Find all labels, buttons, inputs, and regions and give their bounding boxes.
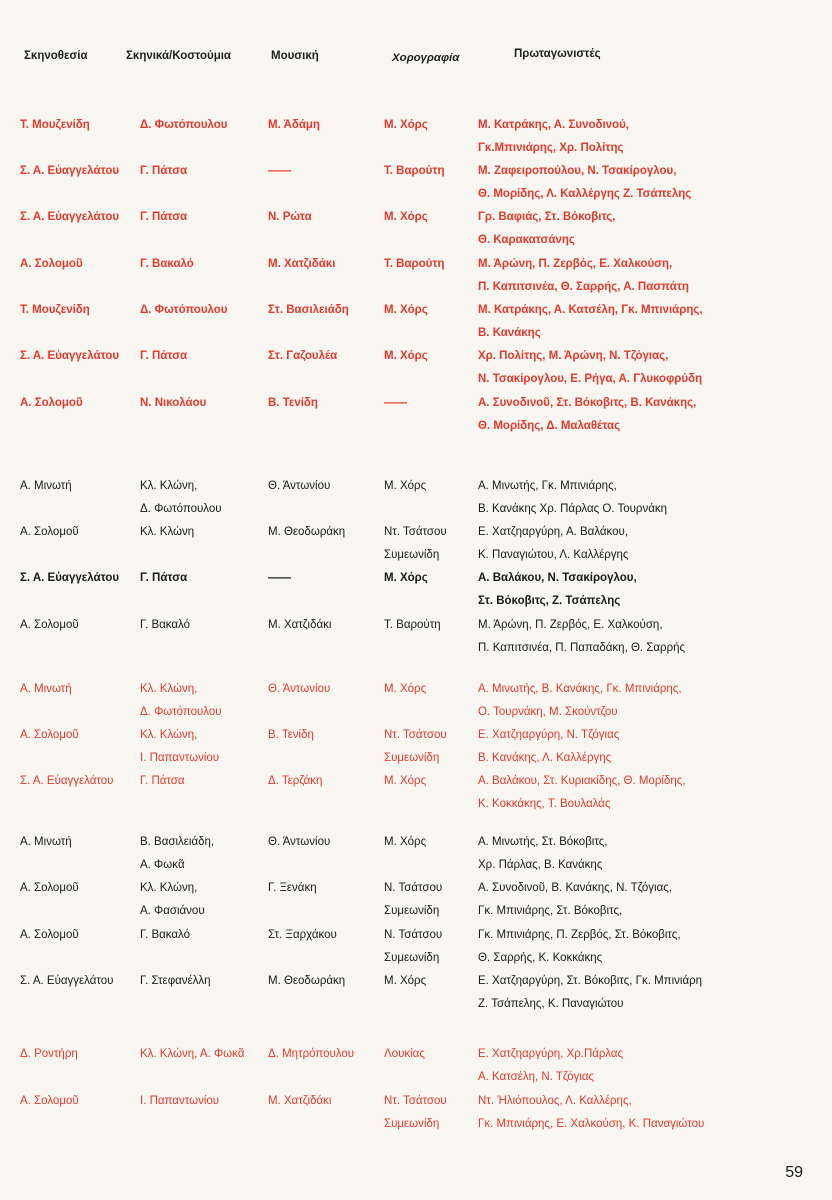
music-cell — [268, 118, 320, 141]
music-cell-line: Γ. Ξενάκη — [268, 882, 317, 894]
choreography-cell — [384, 396, 407, 419]
choreography-cell — [384, 118, 428, 141]
music-cell — [268, 618, 331, 641]
choreography-cell-line: Μ. Χόρς — [384, 480, 427, 492]
header-sets-costumes: Σκηνικά/Κοστούμια — [126, 50, 231, 62]
choreography-cell-line: Μ. Χόρς — [384, 350, 428, 362]
choreography-cell-line: Μ. Χόρς — [384, 119, 428, 131]
leads-cell-line: Κ. Παναγιώτου, Λ. Καλλέργης — [478, 549, 629, 561]
music-cell-line: Μ. Άδάμη — [268, 119, 320, 131]
sets-cell — [140, 728, 219, 774]
music-cell-line: Στ. Ξαρχάκου — [268, 929, 337, 941]
director-cell — [20, 682, 72, 705]
music-cell-line: Θ. Άντωνίου — [268, 480, 331, 492]
leads-cell-line: Α. Μινωτής, Στ. Βόκοβιτς, — [478, 836, 608, 848]
director-cell — [20, 728, 79, 751]
page-number: 59 — [785, 1164, 803, 1181]
header-music: Μουσική — [271, 50, 319, 62]
choreography-cell — [384, 682, 426, 705]
music-cell — [268, 728, 314, 751]
director-cell — [20, 257, 83, 280]
choreography-cell — [384, 349, 428, 372]
director-cell-line: Α. Σολομοῦ — [20, 619, 79, 631]
director-cell — [20, 396, 83, 419]
leads-cell — [478, 571, 828, 617]
music-cell — [268, 396, 318, 419]
music-cell — [268, 881, 317, 904]
header-director: Σκηνοθεσία — [24, 50, 88, 62]
music-cell-line: Μ. Χατζιδάκι — [268, 1095, 332, 1107]
sets-cell-line: Γ. Βακαλό — [140, 929, 191, 941]
sets-cell — [140, 525, 194, 548]
director-cell-line: Σ. Α. Εὐαγγελάτου — [20, 211, 120, 223]
sets-cell-line: Α. Φωκᾶ — [140, 859, 185, 871]
director-cell-line: Α. Σολομοῦ — [20, 258, 83, 270]
sets-cell-line: Κλ. Κλώνη, Α. Φωκᾶ — [140, 1048, 245, 1060]
director-cell — [20, 1047, 78, 1070]
sets-cell — [140, 349, 187, 372]
director-cell — [20, 164, 119, 187]
music-cell — [268, 349, 337, 372]
director-cell-line: Σ. Α. Εὐαγγελάτου — [20, 350, 120, 362]
director-cell-line: Α. Σολομοῦ — [20, 397, 83, 409]
leads-cell-line: Γκ. Μπινιάρης, Στ. Βόκοβιτς, — [478, 905, 623, 917]
choreography-cell — [384, 257, 445, 280]
sets-cell-line: Ι. Παπαντωνίου — [140, 1095, 220, 1107]
sets-cell — [140, 618, 190, 641]
sets-cell — [140, 1094, 219, 1117]
leads-cell — [478, 303, 828, 349]
choreography-cell-line: Μ. Χόρς — [384, 304, 428, 316]
leads-cell — [478, 928, 828, 974]
director-cell — [20, 1094, 79, 1117]
leads-cell — [478, 118, 828, 164]
choreography-cell-line: Συμεωνίδη — [384, 549, 440, 561]
music-cell — [268, 257, 335, 280]
choreography-cell — [384, 210, 428, 233]
leads-cell-line: Στ. Βόκοβιτς, Ζ. Τσάπελης — [478, 595, 621, 607]
leads-cell — [478, 881, 828, 927]
sets-cell-line: Δ. Φωτόπουλου — [140, 503, 222, 515]
leads-cell-line: Μ. Άρώνη, Π. Ζερβός, Ε. Χαλκούση, — [478, 619, 663, 631]
leads-cell — [478, 210, 828, 256]
sets-cell-line: Δ. Φωτόπουλου — [140, 119, 228, 131]
music-cell — [268, 928, 337, 951]
leads-cell-line: Κ. Κοκκάκης, Τ. Βουλαλάς — [478, 798, 611, 810]
header-choreography: Χορογραφία — [392, 52, 460, 64]
sets-cell — [140, 881, 205, 927]
leads-cell-line: Θ. Μορίδης, Λ. Καλλέργης Ζ. Τσάπελης — [478, 188, 692, 200]
leads-cell-line: Β. Κανάκης Χρ. Πάρλας Ο. Τουρνάκη — [478, 503, 668, 515]
director-cell — [20, 774, 113, 797]
leads-cell — [478, 774, 828, 820]
sets-cell — [140, 210, 187, 233]
choreography-cell — [384, 728, 447, 774]
music-cell-line: —— — [268, 165, 291, 177]
sets-cell — [140, 928, 190, 951]
choreography-cell-line: Τ. Βαρούτη — [384, 619, 441, 631]
choreography-cell — [384, 928, 442, 974]
leads-cell-line: Α. Κατσέλη, Ν. Τζόγιας — [478, 1071, 595, 1083]
choreography-cell — [384, 571, 428, 594]
leads-cell — [478, 349, 828, 395]
director-cell-line: Σ. Α. Εὐαγγελάτου — [20, 165, 120, 177]
director-cell — [20, 618, 79, 641]
sets-cell-line: Δ. Φωτόπουλου — [140, 706, 222, 718]
director-cell-line: Α. Μινωτή — [20, 480, 72, 492]
choreography-cell — [384, 1094, 447, 1140]
sets-cell — [140, 571, 187, 594]
leads-cell-line: Ζ. Τσάπελης, Κ. Παναγιώτου — [478, 998, 624, 1010]
leads-cell-line: Χρ. Πάρλας, Β. Κανάκης — [478, 859, 603, 871]
music-cell — [268, 479, 330, 502]
leads-cell-line: Ε. Χατζηαργύρη, Ν. Τζόγιας — [478, 729, 620, 741]
sets-cell — [140, 682, 222, 728]
leads-cell — [478, 1094, 828, 1140]
choreography-cell — [384, 525, 447, 571]
music-cell-line: Δ. Τερζάκη — [268, 775, 323, 787]
leads-cell-line: Γκ.Μπινιάρης, Χρ. Πολίτης — [478, 142, 624, 154]
leads-cell — [478, 682, 828, 728]
leads-cell — [478, 525, 828, 571]
leads-cell-line: Μ. Κατράκης, Α. Κατσέλη, Γκ. Μπινιάρης, — [478, 304, 703, 316]
leads-cell-line: Γρ. Βαφιάς, Στ. Βόκοβιτς, — [478, 211, 616, 223]
choreography-cell-line: Μ. Χόρς — [384, 775, 427, 787]
sets-cell — [140, 835, 214, 881]
music-cell-line: Θ. Άντωνίου — [268, 836, 331, 848]
music-cell — [268, 1094, 331, 1117]
choreography-cell-line: Μ. Χόρς — [384, 211, 428, 223]
director-cell — [20, 571, 119, 594]
choreography-cell-line: Τ. Βαρούτη — [384, 258, 445, 270]
choreography-cell — [384, 164, 445, 187]
header-leads: Πρωταγωνιστές — [514, 48, 601, 60]
leads-cell-line: Ντ. Ήλιόπουλος, Λ. Καλλέρης, — [478, 1095, 632, 1107]
choreography-cell-line: Ντ. Τσάτσου — [384, 1095, 447, 1107]
leads-cell — [478, 1047, 828, 1093]
music-cell — [268, 525, 345, 548]
leads-cell-line: Ε. Χατζηαργύρη, Χρ.Πάρλας — [478, 1048, 624, 1060]
director-cell-line: Σ. Α. Εὐαγγελάτου — [20, 572, 120, 584]
sets-cell-line: Κλ. Κλώνη, — [140, 683, 198, 695]
music-cell-line: Μ. Θεοδωράκη — [268, 526, 346, 538]
music-cell-line: Θ. Άντωνίου — [268, 683, 331, 695]
choreography-cell — [384, 835, 426, 858]
leads-cell-line: Α. Συνοδινοῦ, Στ. Βόκοβιτς, Β. Κανάκης, — [478, 397, 697, 409]
music-cell-line: Μ. Χατζιδάκι — [268, 619, 332, 631]
director-cell-line: Α. Σολομοῦ — [20, 729, 79, 741]
choreography-cell-line: Ντ. Τσάτσου — [384, 729, 447, 741]
leads-cell-line: Χρ. Πολίτης, Μ. Άρώνη, Ν. Τζόγιας, — [478, 350, 669, 362]
sets-cell — [140, 974, 211, 997]
leads-cell — [478, 396, 828, 442]
director-cell-line: Τ. Μουζενίδη — [20, 304, 90, 316]
director-cell-line: Α. Σολομοῦ — [20, 1095, 79, 1107]
director-cell-line: Δ. Ροντήρη — [20, 1048, 78, 1060]
music-cell-line: Στ. Βασιλειάδη — [268, 304, 349, 316]
director-cell — [20, 881, 79, 904]
sets-cell — [140, 396, 206, 419]
choreography-cell-line: Μ. Χόρς — [384, 683, 427, 695]
music-cell-line: —— — [268, 572, 291, 584]
director-cell-line: Σ. Α. Εὐαγγελάτου — [20, 775, 114, 787]
leads-cell-line: Π. Καπιτσινέα, Π. Παπαδάκη, Θ. Σαρρής — [478, 642, 686, 654]
choreography-cell — [384, 618, 441, 641]
choreography-cell-line: Ν. Τσάτσου — [384, 929, 443, 941]
leads-cell-line: Ε. Χατζηαργύρη, Α. Βαλάκου, — [478, 526, 629, 538]
choreography-cell-line: Συμεωνίδη — [384, 905, 440, 917]
music-cell-line: Β. Τενίδη — [268, 397, 318, 409]
sets-cell-line: Γ. Πάτσα — [140, 211, 188, 223]
director-cell-line: Α. Σολομοῦ — [20, 882, 79, 894]
choreography-cell-line: —— — [384, 397, 407, 409]
director-cell — [20, 835, 72, 858]
choreography-cell-line: Μ. Χόρς — [384, 572, 428, 584]
music-cell — [268, 164, 291, 187]
sets-cell-line: Ι. Παπαντωνίου — [140, 752, 220, 764]
sets-cell-line: Γ. Πάτσα — [140, 775, 185, 787]
director-cell — [20, 525, 79, 548]
leads-cell-line: Ε. Χατζηαργύρη, Στ. Βόκοβιτς, Γκ. Μπινιάρη — [478, 975, 703, 987]
director-cell-line: Α. Σολομοῦ — [20, 526, 79, 538]
sets-cell — [140, 303, 228, 326]
sets-cell-line: Γ. Πάτσα — [140, 165, 188, 177]
music-cell-line: Μ. Χατζιδάκι — [268, 258, 336, 270]
sets-cell — [140, 1047, 245, 1070]
music-cell — [268, 303, 349, 326]
director-cell — [20, 118, 90, 141]
leads-cell-line: Α. Βαλάκου, Στ. Κυριακίδης, Θ. Μορίδης, — [478, 775, 686, 787]
director-cell — [20, 974, 113, 997]
music-cell — [268, 210, 312, 233]
leads-cell-line: Μ. Ζαφειροπούλου, Ν. Τσακίρογλου, — [478, 165, 677, 177]
choreography-cell — [384, 974, 426, 997]
leads-cell-line: Μ. Κατράκης, Α. Συνοδινού, — [478, 119, 629, 131]
leads-cell — [478, 479, 828, 525]
director-cell — [20, 479, 72, 502]
director-cell — [20, 210, 119, 233]
choreography-cell-line: Συμεωνίδη — [384, 752, 440, 764]
music-cell — [268, 682, 330, 705]
choreography-cell-line: Τ. Βαρούτη — [384, 165, 445, 177]
leads-cell-line: Α. Μινωτής, Β. Κανάκης, Γκ. Μπινιάρης, — [478, 683, 682, 695]
choreography-cell-line: Λουκίας — [384, 1048, 425, 1060]
sets-cell-line: Γ. Πάτσα — [140, 350, 188, 362]
sets-cell-line: Α. Φασιάνου — [140, 905, 205, 917]
sets-cell-line: Γ. Βακαλό — [140, 258, 194, 270]
sets-cell-line: Κλ. Κλώνη, — [140, 882, 198, 894]
leads-cell-line: Β. Κανάκης, Λ. Καλλέργης — [478, 752, 612, 764]
leads-cell-line: Ο. Τουρνάκη, Μ. Σκούντζου — [478, 706, 618, 718]
music-cell — [268, 974, 345, 997]
music-cell-line: Μ. Θεοδωράκη — [268, 975, 346, 987]
sets-cell — [140, 118, 228, 141]
choreography-cell — [384, 303, 428, 326]
choreography-cell-line: Μ. Χόρς — [384, 836, 427, 848]
leads-cell-line: Γκ. Μπινιάρης, Ε. Χαλκούση, Κ. Παναγιώτου — [478, 1118, 705, 1130]
choreography-cell — [384, 774, 426, 797]
leads-cell-line: Β. Κανάκης — [478, 327, 541, 339]
director-cell — [20, 349, 119, 372]
music-cell — [268, 774, 322, 797]
director-cell — [20, 928, 79, 951]
leads-cell-line: Ν. Τσακίρογλου, Ε. Ρήγα, Α. Γλυκοφρύδη — [478, 373, 703, 385]
leads-cell — [478, 257, 828, 303]
choreography-cell-line: Συμεωνίδη — [384, 1118, 440, 1130]
sets-cell-line: Κλ. Κλώνη, — [140, 480, 198, 492]
music-cell — [268, 1047, 354, 1070]
sets-cell-line: Γ. Βακαλό — [140, 619, 191, 631]
director-cell-line: Α. Μινωτή — [20, 836, 72, 848]
director-cell-line: Σ. Α. Εὐαγγελάτου — [20, 975, 114, 987]
leads-cell-line: Μ. Άρώνη, Π. Ζερβός, Ε. Χαλκούση, — [478, 258, 673, 270]
sets-cell-line: Β. Βασιλειάδη, — [140, 836, 215, 848]
leads-cell — [478, 835, 828, 881]
sets-cell-line: Γ. Πάτσα — [140, 572, 188, 584]
choreography-cell-line: Συμεωνίδη — [384, 952, 440, 964]
leads-cell-line: Α. Βαλάκου, Ν. Τσακίρογλου, — [478, 572, 637, 584]
sets-cell-line: Δ. Φωτόπουλου — [140, 304, 228, 316]
leads-cell-line: Θ. Σαρρής, Κ. Κοκκάκης — [478, 952, 603, 964]
director-cell-line: Τ. Μουζενίδη — [20, 119, 90, 131]
music-cell-line: Β. Τενίδη — [268, 729, 314, 741]
sets-cell-line: Ν. Νικολάου — [140, 397, 207, 409]
leads-cell-line: Θ. Μορίδης, Δ. Μαλαθέτας — [478, 420, 621, 432]
leads-cell — [478, 164, 828, 210]
sets-cell-line: Κλ. Κλώνη, — [140, 729, 198, 741]
leads-cell-line: Α. Μινωτής, Γκ. Μπινιάρης, — [478, 480, 617, 492]
director-cell — [20, 303, 90, 326]
leads-cell — [478, 974, 828, 1020]
music-cell-line: Δ. Μητρόπουλου — [268, 1048, 355, 1060]
sets-cell-line: Γ. Στεφανέλλη — [140, 975, 211, 987]
leads-cell — [478, 618, 828, 664]
choreography-cell — [384, 881, 442, 927]
leads-cell — [478, 728, 828, 774]
leads-cell-line: Α. Συνοδινοῦ, Β. Κανάκης, Ν. Τζόγιας, — [478, 882, 673, 894]
music-cell-line: Στ. Γαζουλέα — [268, 350, 338, 362]
choreography-cell — [384, 1047, 425, 1070]
choreography-cell — [384, 479, 426, 502]
leads-cell-line: Θ. Καρακατσάνης — [478, 234, 575, 246]
sets-cell — [140, 774, 185, 797]
leads-cell-line: Π. Καπιτσινέα, Θ. Σαρρής, Α. Πασπάτη — [478, 281, 689, 293]
music-cell — [268, 835, 330, 858]
music-cell — [268, 571, 291, 594]
leads-cell-line: Γκ. Μπινιάρης, Π. Ζερβός, Στ. Βόκοβιτς, — [478, 929, 681, 941]
choreography-cell-line: Ντ. Τσάτσου — [384, 526, 447, 538]
music-cell-line: Ν. Ρώτα — [268, 211, 312, 223]
director-cell-line: Α. Μινωτή — [20, 683, 72, 695]
sets-cell — [140, 479, 222, 525]
sets-cell — [140, 164, 187, 187]
sets-cell-line: Κλ. Κλώνη — [140, 526, 195, 538]
director-cell-line: Α. Σολομοῦ — [20, 929, 79, 941]
sets-cell — [140, 257, 194, 280]
choreography-cell-line: Ν. Τσάτσου — [384, 882, 443, 894]
choreography-cell-line: Μ. Χόρς — [384, 975, 427, 987]
